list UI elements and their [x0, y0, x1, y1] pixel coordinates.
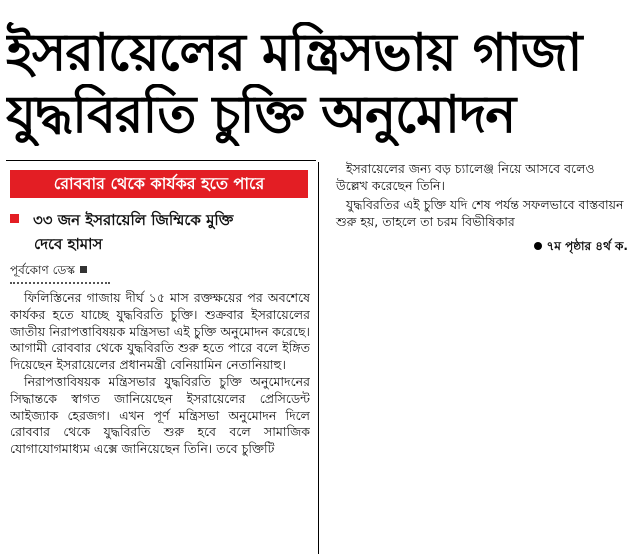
bullet-dot-icon — [534, 242, 542, 250]
paragraph: ফিলিস্তিনের গাজায় দীর্ঘ ১৫ মাস রক্তক্ষয়ের পর অবশেষে কার্যকর হতে যাচ্ছে যুদ্ধবিরতি চুক্তি। শুক্রবার ইসরায়েলের জাতীয় নিরাপত্তাবিষয়ক মন্ত্রিসভা এই চুক্তি অনুমোদন করেছে। আগামী রোববার থেকে যুদ্ধবিরতি শুরু হতে পারে বলে ইঙ্গিত দিয়েছেন ইসরায়েলের প্রধানমন্ত্রী বেনিয়ামিন নেতানিয়াহু। — [10, 290, 310, 373]
dotted-separator — [10, 282, 110, 284]
headline-line-2: যুদ্ধবিরতি চুক্তি অনুমোদন — [6, 85, 516, 145]
article-body-right-column — [336, 160, 626, 232]
headline-line-1: ইসরায়েলের মন্ত্রিসভায় গাজা — [6, 23, 582, 83]
paragraph: যুদ্ধবিরতির এই চুক্তি যদি শেষ পর্যন্ত সফলভাবে বাস্তবায়ন শুরু হয়, তাহলে তা চরম বিভীষিকার — [336, 197, 624, 229]
subheadline-line-2: দেবে হামাস — [34, 235, 103, 253]
column-divider — [318, 162, 319, 554]
continued-on-page — [534, 238, 628, 258]
continued-text: ৭ম পৃষ্ঠার ৪র্থ ক. — [546, 239, 628, 253]
article-body-left-column — [10, 290, 310, 552]
byline — [10, 262, 87, 278]
paragraph: ইসরায়েলের জন্য বড় চ্যালেঞ্জ নিয়ে আসবে বলেও উল্লেখ করেছেন তিনি। — [336, 161, 595, 193]
square-icon — [80, 266, 87, 273]
square-bullet-icon — [10, 214, 19, 223]
section-divider — [6, 160, 316, 161]
red-banner: রোববার থেকে কার্যকর হতে পারে — [10, 170, 308, 198]
headline — [6, 22, 630, 146]
paragraph: নিরাপত্তাবিষয়ক মন্ত্রিসভার যুদ্ধবিরতি চুক্তি অনুমোদনের সিদ্ধান্তকে স্বাগত জানিয়েছেন ইসরায়েলের প্রেসিডেন্ট আইজ্যাক হেরজগ। এখন পূর্ণ মন্ত্রিসভা অনুমোদন দিলে রোববার থেকে যুদ্ধবিরতি শুরু হবে বলে সামাজিক যোগাযোগমাধ্যম এক্সে জানিয়েছেন তিনি। তবে চুক্তিটি — [10, 373, 310, 457]
subheadline-line-1: ৩৩ জন ইসরায়েলি জিম্মিকে মুক্তি — [33, 211, 234, 229]
byline-text: পূর্বকোণ ডেস্ক — [10, 263, 75, 277]
subheadline — [10, 208, 310, 256]
